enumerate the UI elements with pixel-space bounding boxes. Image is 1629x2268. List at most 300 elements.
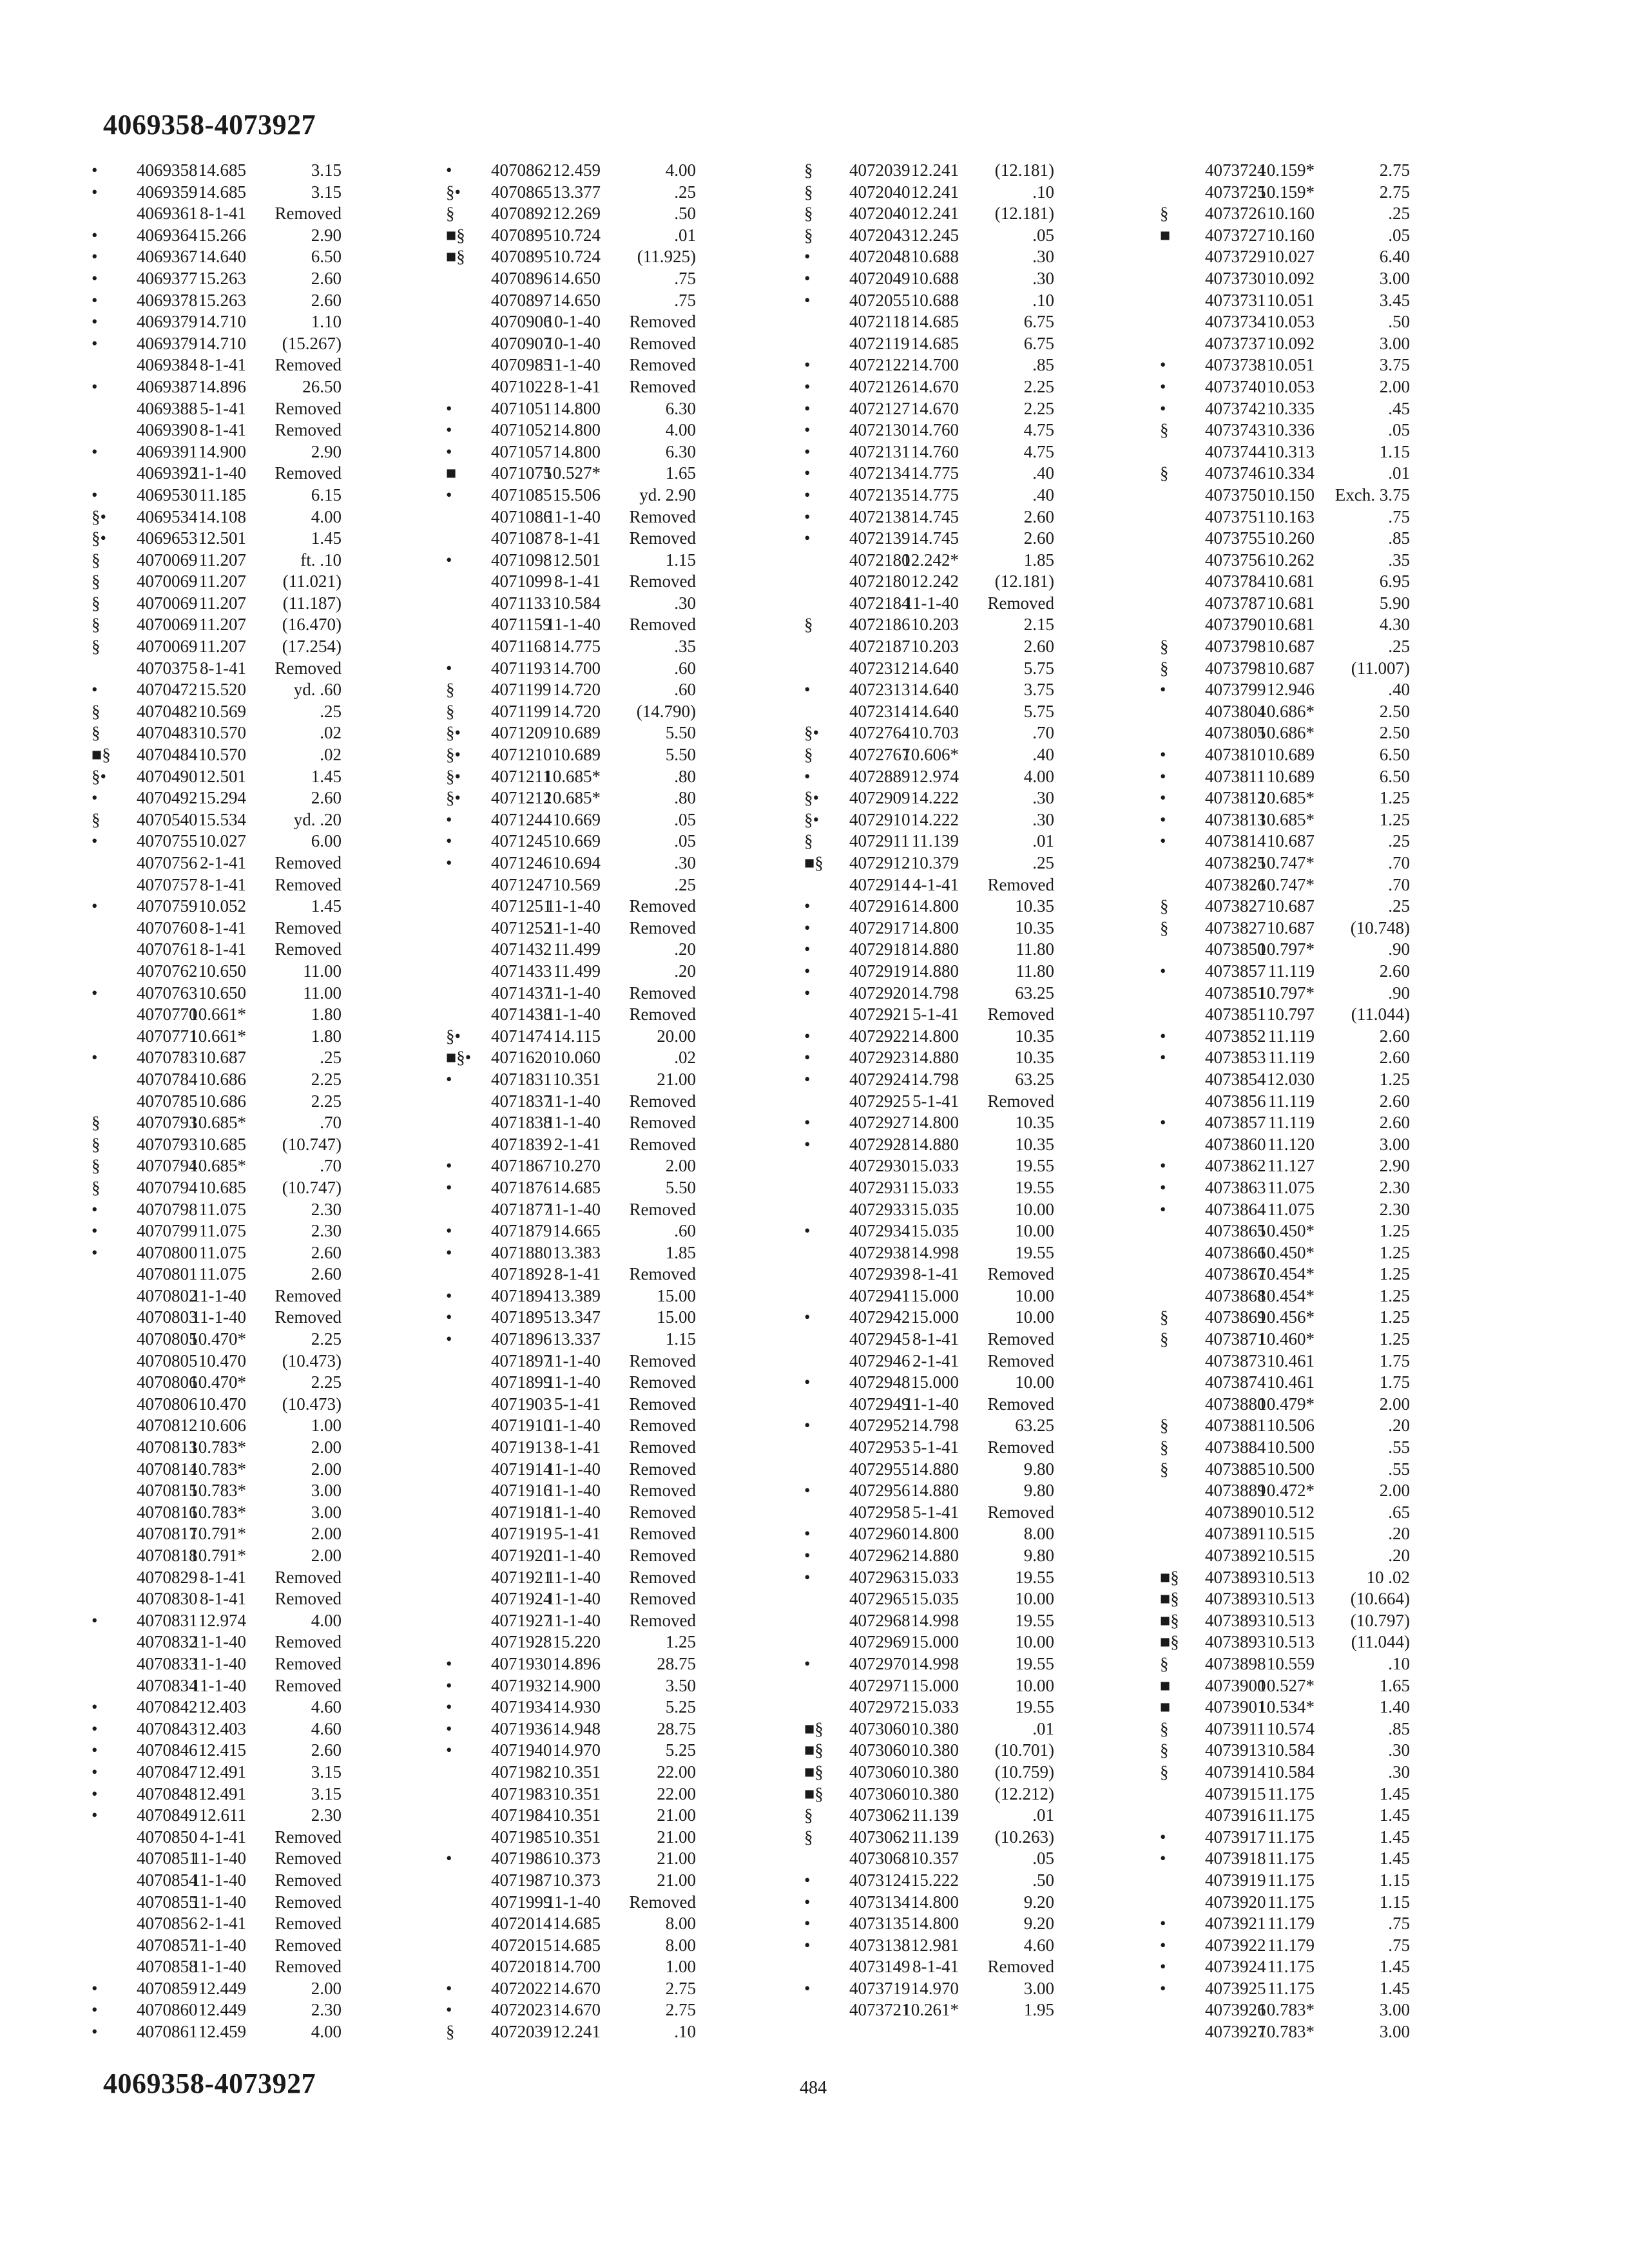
patent-number: 4073851 xyxy=(1205,983,1266,1003)
rate-value: 11.499 xyxy=(553,939,601,959)
amount-value: 2.75 xyxy=(1379,160,1410,180)
rate-value: 10.685* xyxy=(189,1113,246,1133)
patent-number: 4071022 xyxy=(491,376,552,396)
amount-value: .30 xyxy=(674,853,696,872)
amount-value: (11.021) xyxy=(282,572,342,591)
patent-number: 4073911 xyxy=(1205,1718,1266,1738)
patent-number: 4070817 xyxy=(137,1524,198,1544)
marker-symbol: • xyxy=(804,1870,811,1890)
rate-value: 10.027 xyxy=(1266,247,1315,267)
amount-value: 10.35 xyxy=(1015,1134,1054,1154)
patent-number: 4070834 xyxy=(137,1675,198,1695)
marker-symbol: • xyxy=(804,247,811,267)
patent-number: 4073884 xyxy=(1205,1437,1266,1457)
marker-symbol: • xyxy=(446,1653,452,1673)
page-footer-range: 4069358-4073927 xyxy=(103,2068,316,2099)
rate-value: 14.798 xyxy=(911,1069,959,1089)
patent-number: 4071839 xyxy=(491,1134,552,1154)
patent-number: 4069391 xyxy=(137,441,198,461)
amount-value: 3.00 xyxy=(1023,1978,1054,1998)
amount-value: (12.212) xyxy=(994,1783,1054,1803)
amount-value: 3.00 xyxy=(1379,268,1410,288)
rate-value: 14.775 xyxy=(911,485,959,505)
amount-value: Removed xyxy=(275,658,342,678)
amount-value: 63.25 xyxy=(1015,1416,1054,1436)
patent-number: 4072909 xyxy=(849,788,911,808)
marker-symbol: §• xyxy=(92,506,106,526)
patent-number: 4073889 xyxy=(1205,1481,1266,1501)
patent-number: 4070842 xyxy=(137,1697,198,1717)
amount-value: 10.35 xyxy=(1015,896,1054,916)
amount-value: Removed xyxy=(275,1653,342,1673)
rate-value: 14.880 xyxy=(911,1048,959,1068)
marker-symbol: § xyxy=(92,1134,101,1154)
amount-value: .05 xyxy=(1032,1849,1054,1869)
patent-number: 4073867 xyxy=(1205,1264,1266,1284)
rate-value: 10.681 xyxy=(1266,593,1315,613)
amount-value: 2.00 xyxy=(311,1978,342,1998)
marker-symbol: ■§ xyxy=(1160,1632,1179,1652)
rate-value: 10.570 xyxy=(198,745,246,765)
patent-number: 4073725 xyxy=(1205,182,1266,202)
rate-value: 10.687 xyxy=(1266,658,1315,678)
amount-value: Removed xyxy=(629,1372,696,1392)
marker-symbol: • xyxy=(446,809,452,829)
amount-value: .20 xyxy=(1388,1416,1410,1436)
marker-symbol: • xyxy=(92,247,98,267)
amount-value: Removed xyxy=(987,874,1054,894)
amount-value: .75 xyxy=(1388,1914,1410,1934)
amount-value: 5.90 xyxy=(1379,593,1410,613)
rate-value: 10.380 xyxy=(911,1783,959,1803)
patent-number: 4070483 xyxy=(137,723,198,743)
patent-number: 4069653 xyxy=(137,528,198,548)
patent-number: 4072918 xyxy=(849,939,911,959)
rate-value: 10.703 xyxy=(911,723,959,743)
rate-value: 10.160 xyxy=(1266,204,1315,224)
rate-value: 14.998 xyxy=(911,1653,959,1673)
amount-value: Removed xyxy=(629,1524,696,1544)
amount-value: Removed xyxy=(629,918,696,937)
patent-number: 4072970 xyxy=(849,1653,911,1673)
patent-number: 4073812 xyxy=(1205,788,1266,808)
rate-value: 14.650 xyxy=(552,268,601,288)
marker-symbol: • xyxy=(804,939,811,959)
amount-value: 9.20 xyxy=(1023,1892,1054,1912)
patent-number: 4071052 xyxy=(491,420,552,440)
patent-number: 4073810 xyxy=(1205,745,1266,765)
marker-symbol: • xyxy=(1160,1026,1166,1046)
rate-value: 12.449 xyxy=(198,2000,246,2020)
amount-value: Removed xyxy=(629,1610,696,1630)
amount-value: 3.15 xyxy=(311,1762,342,1782)
rate-value: 10.650 xyxy=(198,961,246,981)
rate-value: 13.337 xyxy=(552,1329,601,1349)
patent-number: 4071433 xyxy=(491,961,552,981)
rate-value: 15.000 xyxy=(911,1675,959,1695)
amount-value: Removed xyxy=(275,204,342,224)
amount-value: 2.50 xyxy=(1379,723,1410,743)
rate-value: 11-1-40 xyxy=(546,918,601,937)
rate-value: 10.335 xyxy=(1266,398,1315,418)
amount-value: 6.00 xyxy=(311,831,342,851)
amount-value: 21.00 xyxy=(657,1827,696,1847)
rate-value: 15.033 xyxy=(911,1177,959,1197)
patent-number: 4071982 xyxy=(491,1762,552,1782)
amount-value: 1.45 xyxy=(311,528,342,548)
patent-number: 4069530 xyxy=(137,485,198,505)
amount-value: 1.40 xyxy=(1379,1697,1410,1717)
rate-value: 11-1-40 xyxy=(191,1957,246,1977)
rate-value: 10.584 xyxy=(552,593,601,613)
amount-value: (16.470) xyxy=(282,615,342,635)
rate-value: 10.159* xyxy=(1258,160,1315,180)
marker-symbol: • xyxy=(804,463,811,483)
rate-value: 10.747* xyxy=(1258,874,1315,894)
rate-value: 11.075 xyxy=(1267,1199,1315,1219)
marker-symbol: § xyxy=(1160,1718,1169,1738)
amount-value: 10.00 xyxy=(1015,1675,1054,1695)
marker-symbol: ■§ xyxy=(1160,1589,1179,1609)
amount-value: Removed xyxy=(275,1935,342,1955)
rate-value: 11-1-40 xyxy=(191,1675,246,1695)
rate-value: 10.160 xyxy=(1266,225,1315,245)
rate-value: 10.351 xyxy=(552,1805,601,1825)
patent-number: 4071159 xyxy=(491,615,552,635)
rate-value: 10.334 xyxy=(1266,463,1315,483)
amount-value: .01 xyxy=(1388,463,1410,483)
patent-number: 4072971 xyxy=(849,1675,911,1695)
rate-value: 10.380 xyxy=(911,1762,959,1782)
amount-value: 5.50 xyxy=(665,723,696,743)
marker-symbol: • xyxy=(446,160,452,180)
rate-value: 10.689 xyxy=(552,723,601,743)
rate-value: 11.207 xyxy=(198,593,246,613)
amount-value: 1.45 xyxy=(311,766,342,786)
patent-number: 4073060 xyxy=(849,1762,911,1782)
patent-number: 4069392 xyxy=(137,463,198,483)
amount-value: 2.60 xyxy=(1023,506,1054,526)
amount-value: 5.50 xyxy=(665,745,696,765)
rate-value: 10.584 xyxy=(1266,1762,1315,1782)
rate-value: 15.000 xyxy=(911,1285,959,1305)
marker-symbol: • xyxy=(92,1740,98,1760)
marker-symbol: § xyxy=(92,593,101,613)
rate-value: 14.222 xyxy=(911,809,959,829)
amount-value: 2.15 xyxy=(1023,615,1054,635)
marker-symbol: ■ xyxy=(1160,225,1171,245)
patent-number: 4070857 xyxy=(137,1935,198,1955)
amount-value: .50 xyxy=(1032,1870,1054,1890)
patent-number: 4072938 xyxy=(849,1242,911,1262)
amount-value: 2.60 xyxy=(311,1264,342,1284)
rate-value: 10.513 xyxy=(1266,1632,1315,1652)
rate-value: 12.241 xyxy=(911,182,959,202)
patent-number: 4072118 xyxy=(849,312,910,332)
rate-value: 10.260 xyxy=(1266,528,1315,548)
amount-value: 6.30 xyxy=(665,398,696,418)
patent-number: 4072963 xyxy=(849,1567,911,1587)
rate-value: 10.150 xyxy=(1266,485,1315,505)
marker-symbol: ■ xyxy=(1160,1675,1171,1695)
rate-value: 11-1-40 xyxy=(904,593,959,613)
rate-value: 10.460* xyxy=(1258,1329,1315,1349)
patent-number: 4071087 xyxy=(491,528,552,548)
patent-number: 4072187 xyxy=(849,637,911,657)
amount-value: yd. .60 xyxy=(293,680,342,700)
amount-value: Removed xyxy=(275,355,342,375)
rate-value: 8-1-41 xyxy=(912,1264,959,1284)
marker-symbol: • xyxy=(804,680,811,700)
amount-value: Removed xyxy=(275,463,342,483)
rate-value: 10.694 xyxy=(552,853,601,872)
amount-value: 2.30 xyxy=(1379,1199,1410,1219)
patent-number: 4073890 xyxy=(1205,1502,1266,1522)
rate-value: 12.403 xyxy=(198,1697,246,1717)
rate-value: 14.880 xyxy=(911,1134,959,1154)
patent-number: 4073744 xyxy=(1205,441,1266,461)
rate-value: 11.175 xyxy=(1267,1805,1315,1825)
amount-value: (10.748) xyxy=(1350,918,1410,937)
rate-value: 12.242* xyxy=(902,550,959,570)
amount-value: .90 xyxy=(1388,983,1410,1003)
patent-number: 4071838 xyxy=(491,1113,552,1133)
patent-number: 4073921 xyxy=(1205,1914,1266,1934)
rate-value: 11.499 xyxy=(553,961,601,981)
amount-value: 2.90 xyxy=(1379,1156,1410,1176)
marker-symbol: § xyxy=(804,225,813,245)
amount-value: Removed xyxy=(275,1914,342,1934)
rate-value: 11-1-40 xyxy=(546,615,601,635)
marker-symbol: • xyxy=(446,1675,452,1695)
patent-number: 4072039 xyxy=(849,160,911,180)
patent-number: 4072941 xyxy=(849,1285,911,1305)
rate-value: 11-1-40 xyxy=(191,463,246,483)
rate-value: 14.710 xyxy=(198,333,246,353)
rate-value: 14.760 xyxy=(911,420,959,440)
rate-value: 11.127 xyxy=(1267,1156,1315,1176)
marker-symbol: ■§ xyxy=(446,247,465,267)
amount-value: Removed xyxy=(275,398,342,418)
rate-value: 11-1-40 xyxy=(546,1113,601,1133)
patent-number: 4071930 xyxy=(491,1653,552,1673)
amount-value: (10.473) xyxy=(282,1350,342,1370)
amount-value: 4.60 xyxy=(311,1718,342,1738)
patent-number: 4071867 xyxy=(491,1156,552,1176)
marker-symbol: § xyxy=(1160,204,1169,224)
amount-value: 11.00 xyxy=(303,983,342,1003)
amount-value: 11.80 xyxy=(1016,961,1054,981)
rate-value: 10.479* xyxy=(1258,1394,1315,1414)
amount-value: 1.00 xyxy=(665,1957,696,1977)
marker-symbol: • xyxy=(446,1221,452,1241)
amount-value: 1.15 xyxy=(1379,1892,1410,1912)
amount-value: Removed xyxy=(629,572,696,591)
rate-value: 15.035 xyxy=(911,1199,959,1219)
rate-value: 10.724 xyxy=(552,225,601,245)
rate-value: 10.163 xyxy=(1266,506,1315,526)
rate-value: 10.685* xyxy=(544,766,601,786)
patent-number: 4070906 xyxy=(491,312,552,332)
amount-value: .30 xyxy=(674,593,696,613)
amount-value: ft. .10 xyxy=(300,550,342,570)
amount-value: 6.50 xyxy=(1379,745,1410,765)
amount-value: .90 xyxy=(1388,939,1410,959)
amount-value: 21.00 xyxy=(657,1849,696,1869)
rate-value: 15.520 xyxy=(198,680,246,700)
patent-number: 4070793 xyxy=(137,1134,198,1154)
amount-value: 19.55 xyxy=(1015,1567,1054,1587)
rate-value: 11.119 xyxy=(1268,1091,1315,1111)
rate-value: 14.896 xyxy=(198,376,246,396)
patent-number: 4073149 xyxy=(849,1957,911,1977)
patent-number: 4070770 xyxy=(137,1004,198,1024)
patent-number: 4070895 xyxy=(491,247,552,267)
amount-value: Removed xyxy=(629,1004,696,1024)
marker-symbol: • xyxy=(1160,376,1166,396)
amount-value: Removed xyxy=(629,376,696,396)
marker-symbol: § xyxy=(1160,463,1169,483)
patent-number: 4070799 xyxy=(137,1221,198,1241)
patent-number: 4071910 xyxy=(491,1416,552,1436)
patent-number: 4073892 xyxy=(1205,1546,1266,1565)
marker-symbol: • xyxy=(804,1221,811,1241)
rate-value: 10.687 xyxy=(1266,896,1315,916)
amount-value: 1.15 xyxy=(1379,441,1410,461)
rate-value: 10.685* xyxy=(1258,809,1315,829)
rate-value: 14.948 xyxy=(552,1718,601,1738)
amount-value: 2.25 xyxy=(311,1091,342,1111)
rate-value: 11.075 xyxy=(1267,1177,1315,1197)
marker-symbol: • xyxy=(92,182,98,202)
rate-value: 11.075 xyxy=(198,1242,246,1262)
amount-value: .25 xyxy=(1388,204,1410,224)
marker-symbol: § xyxy=(804,615,813,635)
patent-number: 4071168 xyxy=(491,637,552,657)
rate-value: 11-1-40 xyxy=(191,1632,246,1652)
rate-value: 2-1-41 xyxy=(912,1350,959,1370)
patent-number: 4072138 xyxy=(849,506,911,526)
patent-number: 4069379 xyxy=(137,312,198,332)
amount-value: .10 xyxy=(1032,290,1054,310)
patent-number: 4072764 xyxy=(849,723,911,743)
patent-number: 4072930 xyxy=(849,1156,911,1176)
patent-number: 4073866 xyxy=(1205,1242,1266,1262)
patent-number: 4070860 xyxy=(137,2000,198,2020)
amount-value: 26.50 xyxy=(302,376,342,396)
patent-number: 4072312 xyxy=(849,658,911,678)
rate-value: 14.800 xyxy=(911,1113,959,1133)
amount-value: 1.25 xyxy=(1379,1329,1410,1349)
rate-value: 10.569 xyxy=(198,701,246,721)
rate-value: 12.501 xyxy=(198,766,246,786)
rate-value: 10.351 xyxy=(552,1783,601,1803)
patent-number: 4072040 xyxy=(849,182,911,202)
rate-value: 10.724 xyxy=(552,247,601,267)
amount-value: 8.00 xyxy=(665,1935,696,1955)
rate-value: 10.500 xyxy=(1266,1459,1315,1479)
rate-value: 8-1-41 xyxy=(554,528,601,548)
rate-value: 14.665 xyxy=(552,1221,601,1241)
marker-symbol: • xyxy=(804,1935,811,1955)
amount-value: Removed xyxy=(629,983,696,1003)
rate-value: 11-1-40 xyxy=(546,1459,601,1479)
rate-value: 14.880 xyxy=(911,1546,959,1565)
patent-number: 4073856 xyxy=(1205,1091,1266,1111)
patent-number: 4073893 xyxy=(1205,1632,1266,1652)
rate-value: 10.513 xyxy=(1266,1610,1315,1630)
patent-number: 4072018 xyxy=(491,1957,552,1977)
rate-value: 10.450* xyxy=(1258,1242,1315,1262)
rate-value: 14.900 xyxy=(198,441,246,461)
amount-value: 2.60 xyxy=(1379,1113,1410,1133)
patent-number: 4072931 xyxy=(849,1177,911,1197)
marker-symbol: • xyxy=(92,1978,98,1998)
patent-number: 4073865 xyxy=(1205,1221,1266,1241)
rate-value: 10.687 xyxy=(1266,637,1315,657)
patent-number: 4071246 xyxy=(491,853,552,872)
patent-number: 4072043 xyxy=(849,225,911,245)
rate-value: 14.998 xyxy=(911,1242,959,1262)
amount-value: 2.25 xyxy=(311,1372,342,1392)
rate-value: 10.470 xyxy=(198,1394,246,1414)
amount-value: Removed xyxy=(275,1849,342,1869)
amount-value: 4.30 xyxy=(1379,615,1410,635)
patent-number: 4070069 xyxy=(137,637,198,657)
patent-number: 4073135 xyxy=(849,1914,911,1934)
patent-number: 4073917 xyxy=(1205,1827,1266,1847)
amount-value: 6.15 xyxy=(311,485,342,505)
patent-number: 4070069 xyxy=(137,572,198,591)
amount-value: 1.10 xyxy=(311,312,342,332)
patent-number: 4070784 xyxy=(137,1069,198,1089)
rate-value: 10.470* xyxy=(189,1372,246,1392)
marker-symbol: § xyxy=(1160,896,1169,916)
marker-symbol: • xyxy=(92,160,98,180)
amount-value: Removed xyxy=(629,355,696,375)
marker-symbol: §• xyxy=(446,766,461,786)
patent-number: 4073864 xyxy=(1205,1199,1266,1219)
marker-symbol: § xyxy=(804,204,813,224)
patent-number: 4070492 xyxy=(137,788,198,808)
patent-number: 4072910 xyxy=(849,809,911,829)
rate-value: 5-1-41 xyxy=(912,1502,959,1522)
marker-symbol: §• xyxy=(804,809,819,829)
amount-value: 2.30 xyxy=(311,1221,342,1241)
marker-symbol: §• xyxy=(804,788,819,808)
patent-number: 4071193 xyxy=(491,658,552,678)
patent-number: 4072014 xyxy=(491,1914,552,1934)
amount-value: Removed xyxy=(275,1589,342,1609)
amount-value: 10.00 xyxy=(1015,1199,1054,1219)
amount-value: Removed xyxy=(275,1827,342,1847)
amount-value: 2.75 xyxy=(1379,182,1410,202)
amount-value: Removed xyxy=(629,1091,696,1111)
amount-value: .30 xyxy=(1388,1740,1410,1760)
marker-symbol: • xyxy=(92,333,98,353)
patent-number: 4070854 xyxy=(137,1870,198,1890)
rate-value: 10.472* xyxy=(1258,1481,1315,1501)
marker-symbol: • xyxy=(92,1610,98,1630)
amount-value: 4.60 xyxy=(311,1697,342,1717)
marker-symbol: §• xyxy=(446,723,461,743)
patent-number: 4073862 xyxy=(1205,1156,1266,1176)
amount-value: 19.55 xyxy=(1015,1653,1054,1673)
patent-number: 4071985 xyxy=(491,1827,552,1847)
amount-value: .30 xyxy=(1388,1762,1410,1782)
marker-symbol: § xyxy=(92,809,101,829)
amount-value: (12.181) xyxy=(994,160,1054,180)
